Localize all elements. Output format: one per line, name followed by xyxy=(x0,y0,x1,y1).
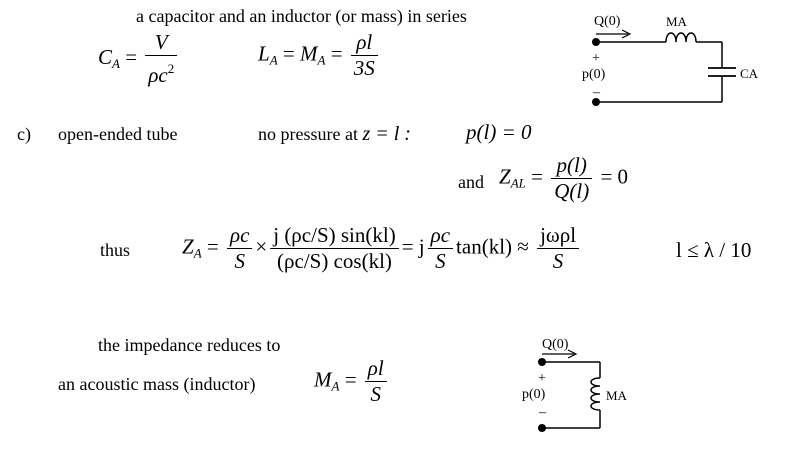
item-c-label: c) xyxy=(17,124,31,144)
za-fraction-4 xyxy=(537,223,579,274)
la-symbol: L xyxy=(258,41,270,66)
circuit2-minus: – xyxy=(539,405,546,420)
za-fraction-2 xyxy=(270,223,398,274)
condition-text: no pressure at xyxy=(258,124,358,144)
ca-denominator: ρc xyxy=(148,63,168,87)
zal-rhs: = 0 xyxy=(600,164,629,189)
reduces-text: the impedance reduces to xyxy=(98,335,281,355)
za-f1-num: ρc xyxy=(227,223,252,249)
circuit1-inductor-label: MA xyxy=(666,14,687,29)
za-fraction-3 xyxy=(428,223,453,274)
la-equation: $L_A = M_A$ = $\frac{\rho l}{3S}$ xyxy=(258,30,381,81)
circuit1-inductor xyxy=(666,33,696,42)
ma-symbol: M xyxy=(299,41,318,66)
item-c-title: open-ended tube xyxy=(58,124,178,144)
za-f3-num: ρc xyxy=(428,223,453,249)
item-c-condition xyxy=(258,124,411,144)
ca-den-exponent: 2 xyxy=(167,61,175,76)
ca-equation: $C_A$ = $\frac{V}{\rho c^2}$ xyxy=(98,30,180,88)
ma-fraction xyxy=(365,356,387,407)
la-numerator: ρl xyxy=(351,30,378,56)
la-denominator: 3S xyxy=(353,56,375,80)
tan-term: tan(kl) xyxy=(456,234,513,259)
series-lc-circuit xyxy=(580,4,760,110)
za-lhs: Z xyxy=(182,234,194,259)
circuit2-flow-label: Q(0) xyxy=(542,337,569,352)
za-sub: A xyxy=(193,245,202,261)
times-sign: × xyxy=(255,234,268,259)
equals-j: = j xyxy=(401,234,425,259)
ca-numerator: V xyxy=(145,30,177,56)
za-f3-den: S xyxy=(435,249,446,273)
za-equation: $Z_A$ = $\frac{\rho c}{S}$ × $\frac{j (\rho c/S) \sin(kl)}{(\rho c/S) \cos(kl)}$ = j $\frac{\rho c}{S}$ tan(kl) ≈ $\frac{\text{jωρl}}{S}$ xyxy=(182,223,582,274)
circuit2-plus: + xyxy=(538,371,546,386)
ca-lhs-sub: A xyxy=(112,55,120,71)
inductor-circuit xyxy=(520,334,660,438)
circuit1-capacitor-label: CA xyxy=(740,66,759,81)
approx-sign: ≈ xyxy=(517,234,529,259)
p-equals-zero: p(l) = 0 xyxy=(466,120,532,144)
z-equals-l: z = l : xyxy=(362,123,411,145)
la-fraction xyxy=(351,30,378,81)
zal-fraction xyxy=(551,153,592,204)
ca-fraction xyxy=(145,30,177,88)
zal-denominator: Q(l) xyxy=(554,179,590,203)
circuit2-pressure-label: p(0) xyxy=(522,387,546,402)
circuit2-inductor xyxy=(591,378,600,410)
ma-lhs: M xyxy=(314,367,332,392)
zal-lhs: Z xyxy=(499,164,511,189)
ma-numerator: ρl xyxy=(365,356,387,382)
za-f2-num: j (ρc/S) sin(kl) xyxy=(270,223,398,249)
ca-lhs: C xyxy=(98,44,113,69)
zal-numerator: p(l) xyxy=(551,153,592,179)
ma-equation: $M_A$ = $\frac{\rho l}{S}$ xyxy=(314,356,390,407)
za-f4-num: jωρl xyxy=(537,223,579,249)
thus-label: thus xyxy=(100,240,131,260)
acoustic-mass-text: an acoustic mass (inductor) xyxy=(58,374,256,394)
and-text: and xyxy=(458,172,484,192)
ma-lhs-sub: A xyxy=(331,378,340,394)
wavelength-condition: l ≤ λ / 10 xyxy=(676,238,752,262)
circuit1-plus: + xyxy=(592,51,600,66)
za-f2-den: (ρc/S) cos(kl) xyxy=(277,249,392,273)
la-sub: A xyxy=(269,52,278,68)
za-f1-den: S xyxy=(234,249,245,273)
intro-text: a capacitor and an inductor (or mass) in series xyxy=(136,6,467,26)
circuit1-pressure-label: p(0) xyxy=(582,67,606,82)
circuit2-inductor-label: MA xyxy=(606,388,627,403)
circuit1-flow-label: Q(0) xyxy=(594,14,621,29)
ma-denominator: S xyxy=(370,382,381,406)
circuit1-minus: – xyxy=(593,85,600,100)
za-fraction-1 xyxy=(227,223,252,274)
ma-sub: A xyxy=(317,52,326,68)
zal-sub: AL xyxy=(510,175,526,191)
za-f4-den: S xyxy=(552,249,564,273)
zal-equation: $Z_{AL}$ = $\frac{p(l)}{Q(l)}$ = 0 xyxy=(499,153,629,203)
